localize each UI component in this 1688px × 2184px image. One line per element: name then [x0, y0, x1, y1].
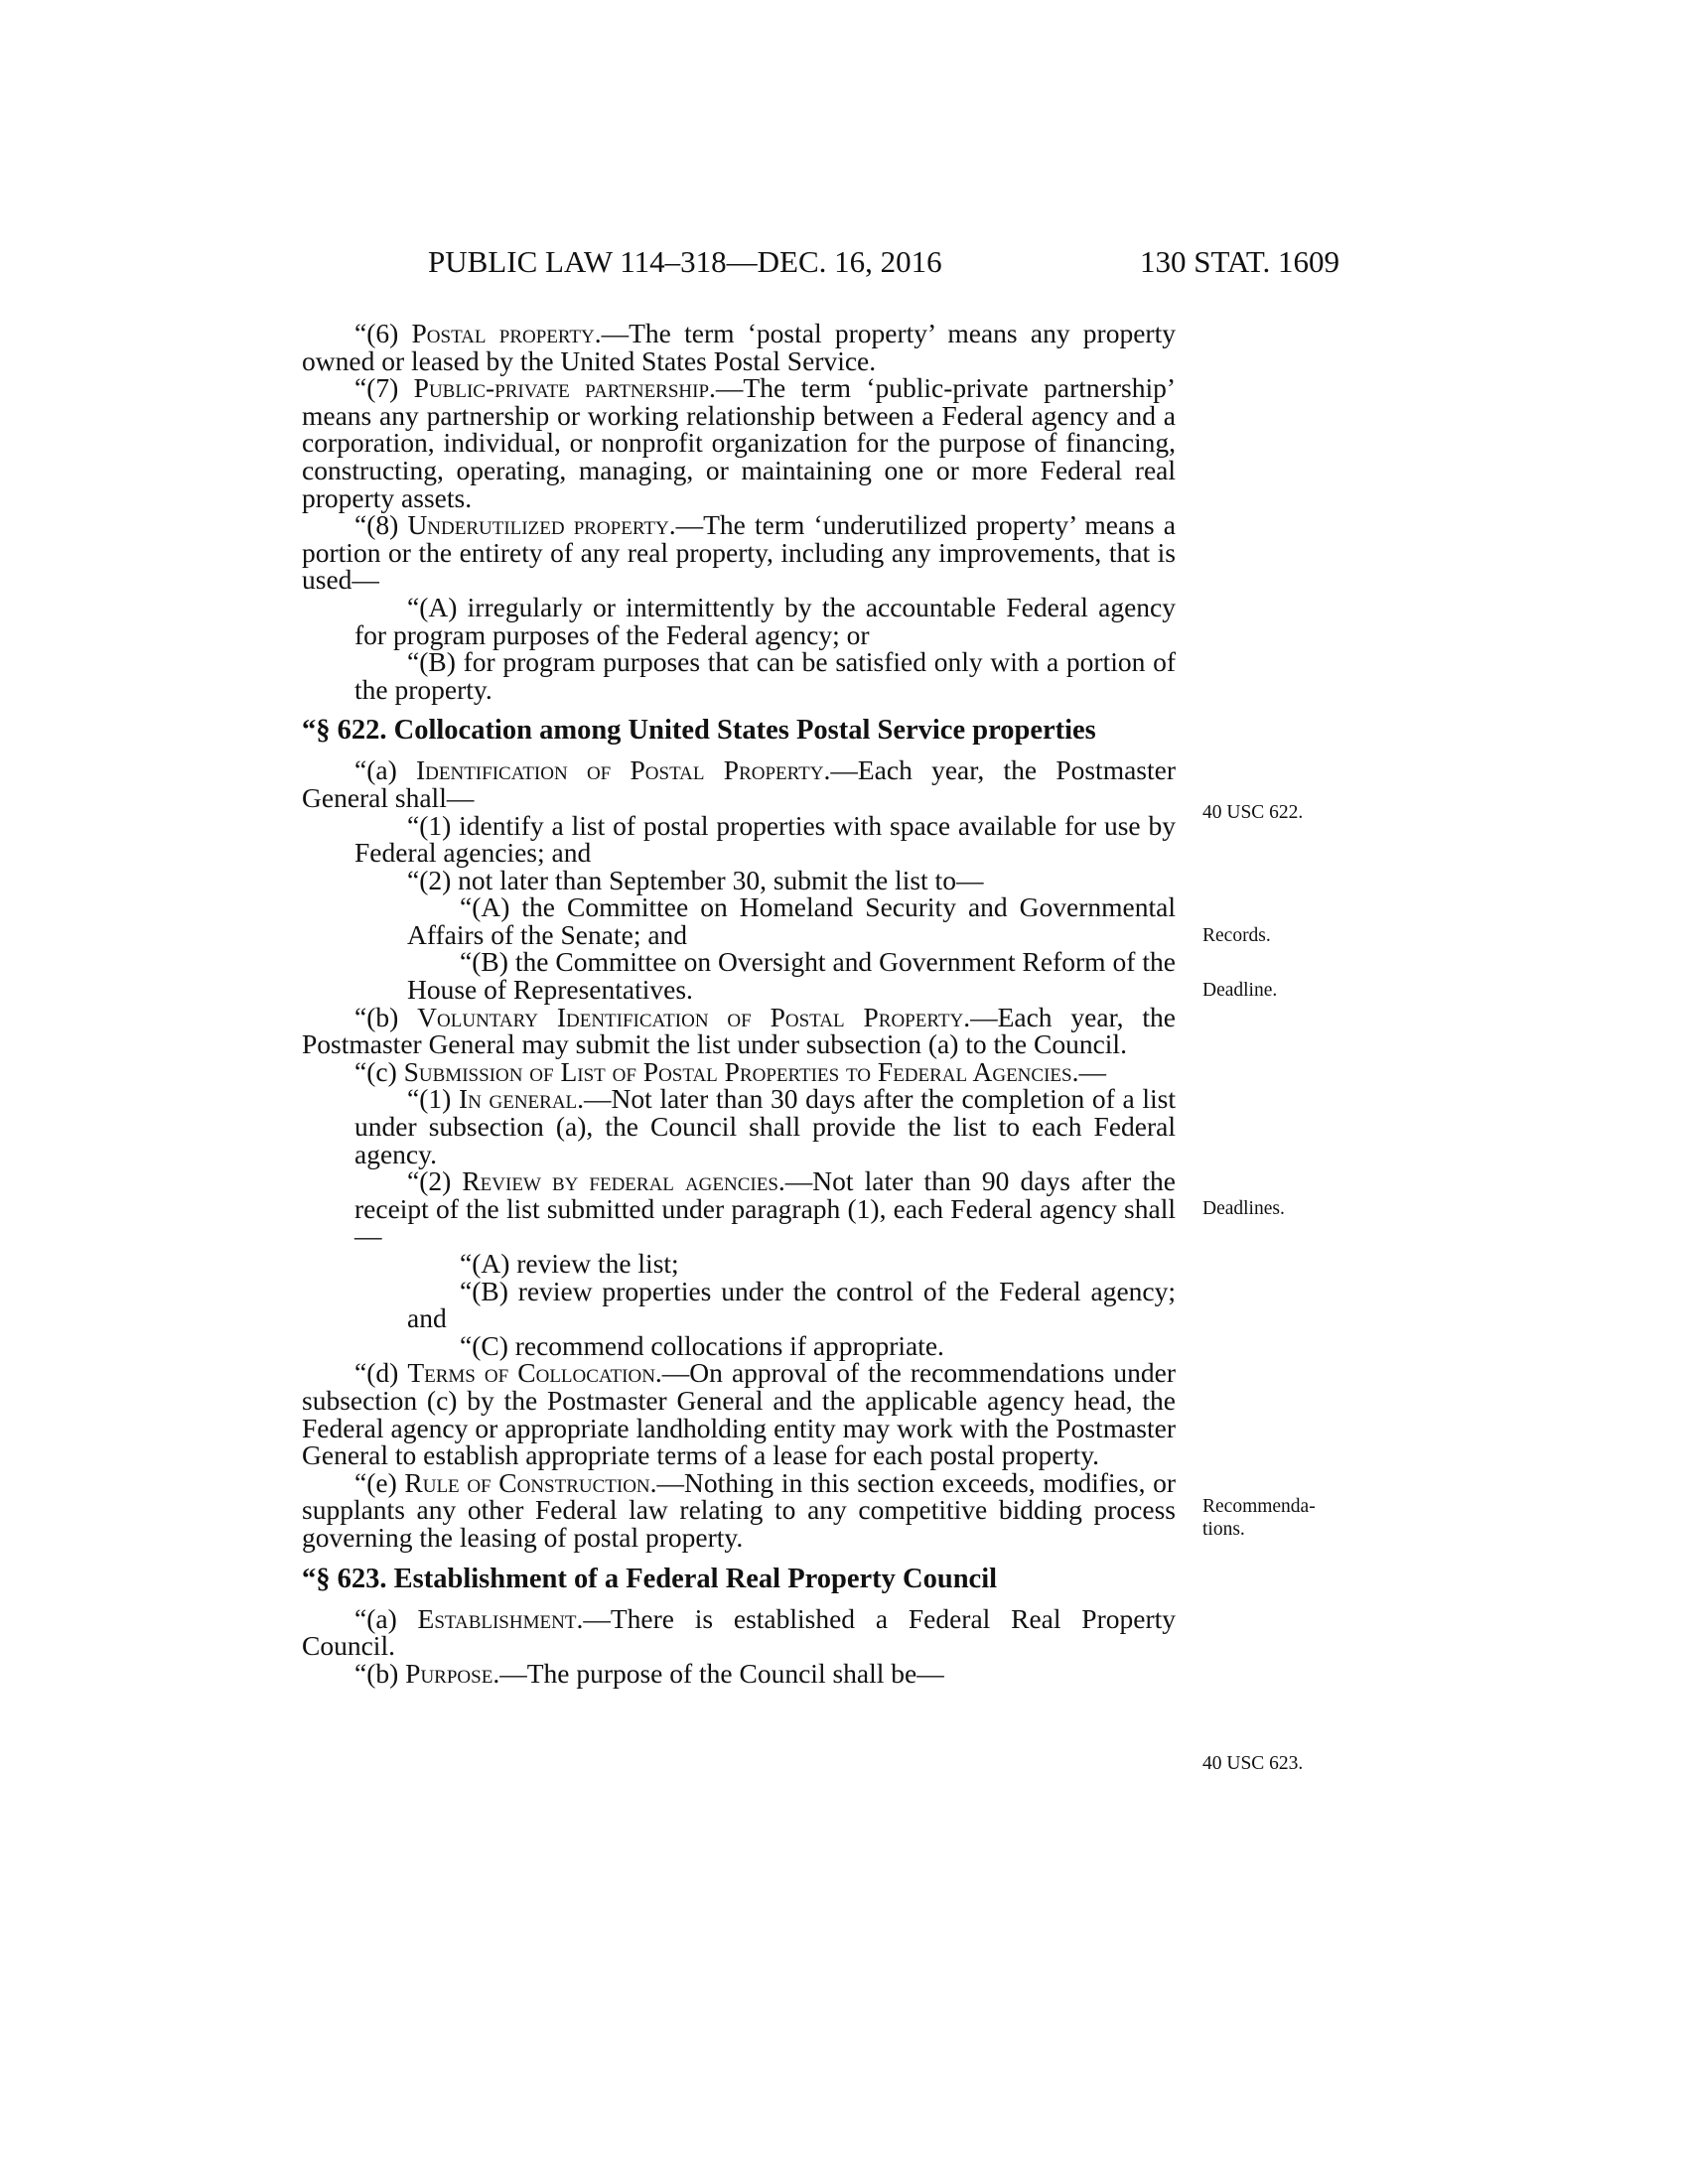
section-622-c-1: “(1) In general.—Not later than 30 days after the completion of a list under subsection (a), the Council shall provide the list to each Federal agency.: [354, 1083, 1176, 1169]
margin-note-usc-623: 40 USC 623.: [1202, 1753, 1304, 1774]
section-623-heading: “§ 623. Establishment of a Federal Real Property Council: [302, 1563, 998, 1594]
section-622-e: “(e) Rule of Construction.—Nothing in this section exceeds, modifies, or supplants any other Federal law relating to any competitive bidding process governing the leasing of postal property.: [302, 1466, 1177, 1553]
section-622-b: “(b) Voluntary Identification of Postal Property.—Each year, the Postmaster General may submit the list under subsection (a) to the Council.: [302, 1001, 1176, 1060]
paragraph-8-B: “(B) for program purposes that can be satisfied only with a portion of the property.: [354, 646, 1176, 705]
section-622-d: “(d) Terms of Collocation.—On approval of the recommendations under subsection (c) by the Postmaster General and the applicable agency head, the Federal agency or appropriate landholding entity may work with the Postmaster General to establish appropriate terms of a lease for each postal property.: [302, 1357, 1176, 1471]
section-622-heading: “§ 622. Collocation among United States Postal Service properties: [302, 715, 1096, 747]
paragraph-8-A: “(A) irregularly or intermittently by the accountable Federal agency for program purposes of the Federal agency; or: [354, 591, 1176, 650]
section-622-a: “(a) Identification of Postal Property.—Each year, the Postmaster General shall—: [302, 754, 1177, 813]
margin-note-deadlines: Deadlines.: [1202, 1198, 1285, 1219]
margin-note-records: Records.: [1202, 925, 1271, 946]
section-622-a-2-B: “(B) the Committee on Oversight and Government Reform of the House of Representatives.: [407, 946, 1176, 1006]
paragraph-8: “(8) Underutilized property.—The term ‘underutilized property’ means a portion or the entirety of any real property, including any improvements, that is used—: [302, 509, 1176, 596]
paragraph-6: “(6) Postal property.—The term ‘postal property’ means any property owned or leased by the United States Postal Service.: [302, 318, 1176, 376]
section-622-c: “(c) Submission of List of Postal Properties to Federal Agencies.—: [354, 1055, 1106, 1087]
margin-note-recommendations-2: tions.: [1202, 1519, 1245, 1540]
page-header: [0, 244, 1688, 284]
section-623-a: “(a) Establishment.—There is established a Federal Real Property Council.: [302, 1602, 1176, 1662]
section-622-a-2-A: “(A) the Committee on Homeland Security and Governmental Affairs of the Senate; and: [407, 891, 1176, 950]
section-622-c-2: “(2) Review by federal agencies.—Not later than 90 days after the receipt of the list submitted under paragraph (1), each Federal agency shall—: [354, 1165, 1176, 1252]
margin-note-usc-622: 40 USC 622.: [1202, 802, 1304, 823]
section-622-c-2-B: “(B) review properties under the control of the Federal agency; and: [407, 1275, 1176, 1334]
paragraph-7: “(7) Public-private partnership.—The term ‘public-private partnership’ means any partnership or working relationship between a Federal agency and a corporation, individual, or nonprofit organization for the purpose of financing, constructing, operating, managing, or maintaining one or more Federal real property assets.: [302, 372, 1177, 513]
section-622-a-1: “(1) identify a list of postal properties with space available for use by Federal agencies; and: [354, 809, 1176, 869]
statute-text: [302, 320, 1176, 1687]
margin-note-deadline: Deadline.: [1202, 980, 1278, 1001]
margin-note-recommendations-1: Recommenda-: [1202, 1496, 1316, 1517]
running-head: PUBLIC LAW 114–318—DEC. 16, 2016: [428, 244, 942, 279]
section-622-a-2: “(2) not later than September 30, submit the list to—: [407, 864, 984, 895]
section-622-c-2-C: “(C) recommend collocations if appropriate.: [460, 1329, 944, 1361]
section-622-c-2-A: “(A) review the list;: [460, 1248, 679, 1279]
section-623-b: “(b) Purpose.—The purpose of the Council shall be—: [354, 1657, 944, 1689]
page-number: 130 STAT. 1609: [1140, 244, 1340, 279]
